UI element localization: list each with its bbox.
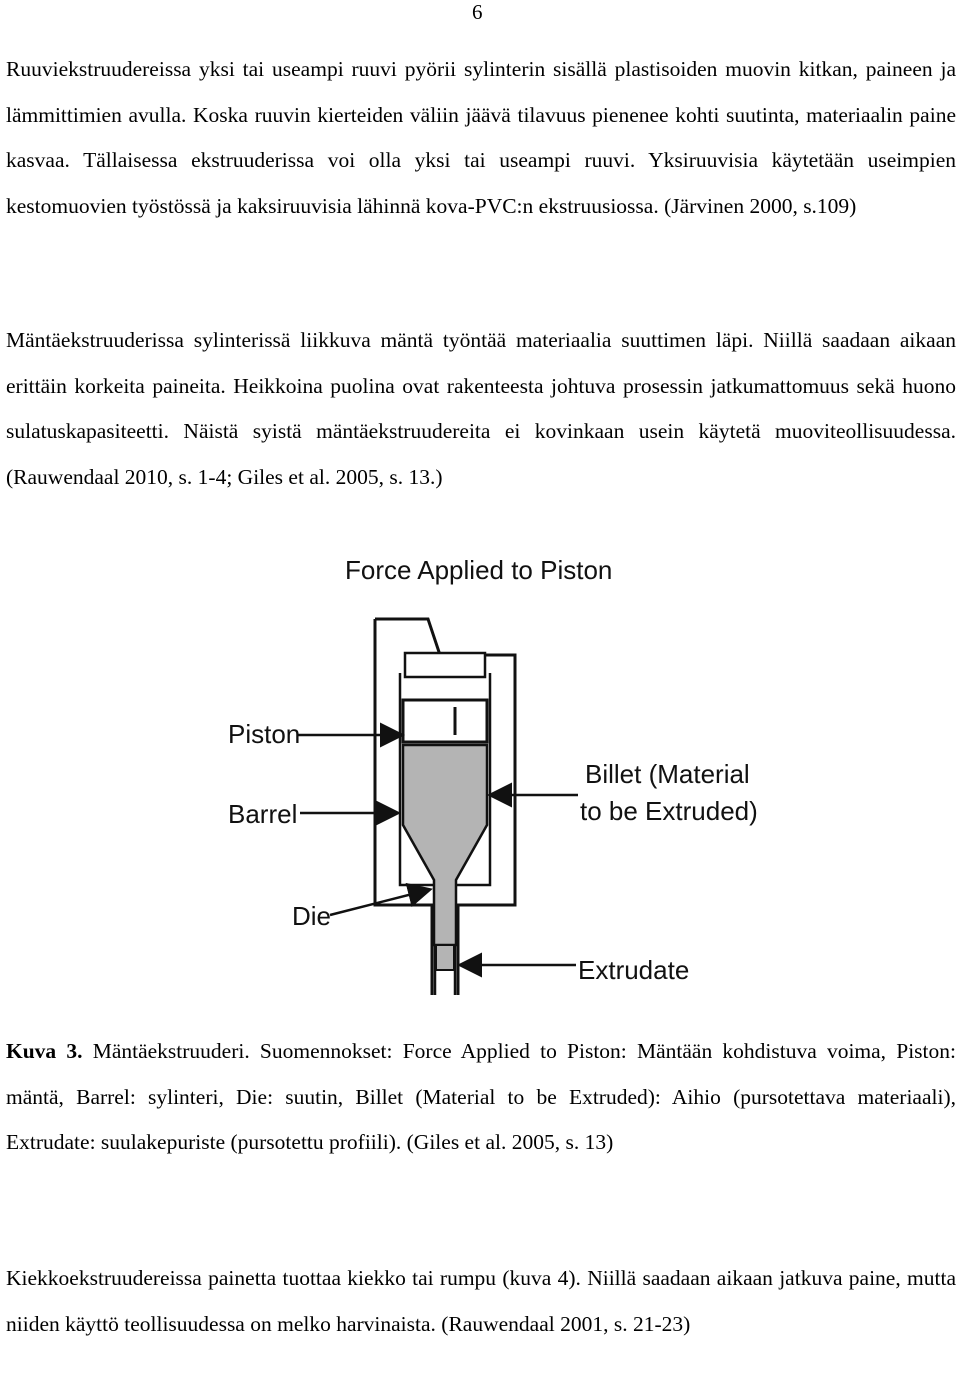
label-extrudate: Extrudate [578, 955, 690, 985]
billet-material [403, 745, 487, 945]
label-billet-line2: to be Extruded) [580, 796, 758, 826]
page-number: 6 [472, 0, 483, 24]
arrow-die [330, 890, 428, 915]
piston-extruder-figure [200, 545, 760, 995]
label-billet-line1: Billet (Material [585, 759, 750, 789]
figure-caption [6, 1029, 956, 1166]
label-die: Die [292, 901, 332, 931]
paragraph-piston-extruders: Mäntäekstruuderissa sylinterissä liikkuva mäntä työntää materiaalia suuttimen läpi. Niillä saadaan aikaan erittäin korkeita paineita. Heikkoina puolina ovat rakenteesta johtuva prosessin jatkumattomuus sekä huono sulatuskapasiteetti. Näistä syistä mäntäekstruudereita ei kovinkaan usein käytetä muoviteollisuudessa. (Rauwendaal 2010, s. 1-4; Giles et al. 2005, s. 13.) [6, 328, 956, 489]
caption-label: Kuva 3. [6, 1039, 83, 1063]
paragraph-screw-extruders: Ruuviekstruudereissa yksi tai useampi ruuvi pyörii sylinterin sisällä plastisoiden muovin kitkan, paineen ja lämmittimien avulla. Koska ruuvin kierteiden väliin jäävä tilavuus pienenee kohti suutinta, materiaalin paine kasvaa. Tällaisessa ekstruuderissa voi olla yksi tai useampi ruuvi. Yksiruuvisia käytetään useimpien kestomuovien työstössä ja kaksiruuvisia lähinnä kova-PVC:n ekstruusiossa. (Järvinen 2000, s.109) [6, 57, 956, 218]
figure-title: Force Applied to Piston [345, 555, 613, 585]
caption-text: Mäntäekstruuderi. Suomennokset: Force Applied to Piston: Mäntään kohdistuva voima, Piston: mäntä, Barrel: sylinteri, Die: suutin, Billet (Material to be Extruded): Aihio (pursotettava materiaali), Extrudate: suulakepuriste (pursotettu profiili). (Giles et al. 2005, s. 13) [6, 1039, 956, 1155]
piston-head [403, 700, 487, 742]
extrudate-shape [436, 945, 454, 970]
piston-extruder-diagram [200, 545, 760, 995]
label-piston: Piston [228, 719, 301, 749]
paragraph-disk-extruders: Kiekkoekstruudereissa painetta tuottaa kiekko tai rumpu (kuva 4). Niillä saadaan aikaan jatkuva paine, mutta niiden käyttö teollisuudessa on melko harvinaista. (Rauwendaal 2001, s. 21-23) [6, 1266, 956, 1336]
piston-rod [405, 653, 485, 677]
label-barrel: Barrel [228, 799, 298, 829]
